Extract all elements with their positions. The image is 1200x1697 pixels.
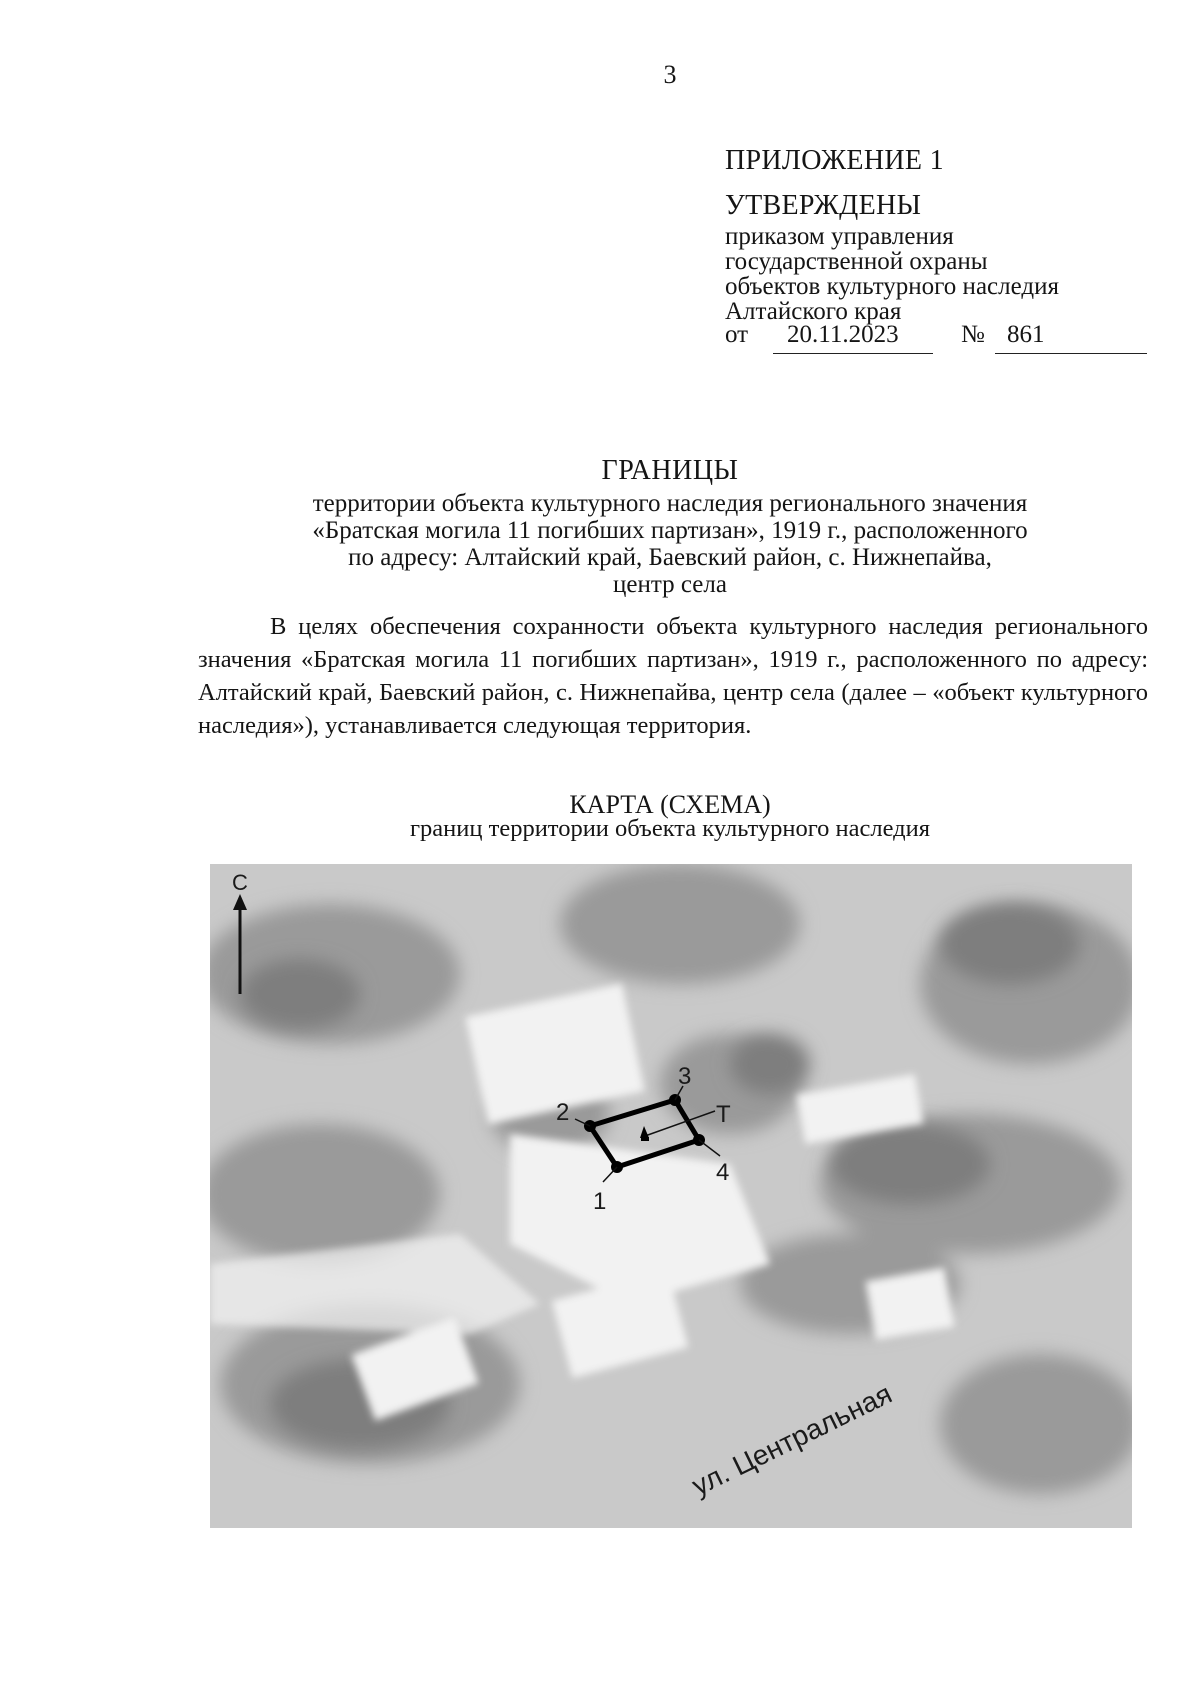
object-label: T (716, 1101, 731, 1128)
document-heading: ГРАНИЦЫ (601, 455, 739, 486)
map-subtitle: границ территории объекта культурного наследия (409, 815, 931, 842)
map-title: КАРТА (СХЕМА) (569, 790, 771, 819)
north-label: С (232, 870, 248, 895)
point-label-4: 4 (716, 1159, 730, 1186)
from-label: от (725, 321, 749, 348)
street-label: ул. Центральная (687, 1377, 897, 1502)
heading-line: по адресу: Алтайский край, Баевский район, с. Нижнепайва, (348, 544, 992, 571)
boundary-map (210, 864, 1132, 1528)
approved-heading: УТВЕРЖДЕНЫ (725, 190, 922, 221)
order-number-field (995, 318, 1147, 354)
heading-line: территории объекта культурного наследия регионального значения (312, 490, 1028, 517)
point-label-2: 2 (556, 1099, 570, 1126)
body-paragraph: В целях обеспечения сохранности объекта культурного наследия регионального значения «Братская могила 11 погибших партизан», 1919 г., расположенного по адресу: Алтайский край, Баевский район, с. Нижнепайва, центр села (далее – «объект культурного наследия»), устанавливается следующая территория. (198, 613, 1148, 739)
approval-line: объектов культурного наследия (725, 273, 1059, 300)
page-number: 3 (663, 60, 677, 89)
appendix-title: ПРИЛОЖЕНИЕ 1 (725, 145, 944, 176)
point-label-3: 3 (678, 1063, 692, 1090)
order-date-field (773, 318, 933, 354)
order-number: 861 (1007, 321, 1045, 348)
aerial-background (210, 864, 1132, 1528)
approval-line: Алтайского края (725, 298, 902, 325)
approval-line: государственной охраны (725, 248, 988, 275)
aerial-map-svg (210, 864, 1132, 1528)
order-reference (725, 318, 1155, 354)
order-date: 20.11.2023 (787, 321, 899, 348)
heading-line: «Братская могила 11 погибших партизан», 1919 г., расположенного (312, 517, 1028, 544)
heading-line: центр села (613, 571, 727, 598)
point-label-1: 1 (593, 1188, 607, 1215)
number-label: № (961, 321, 985, 348)
approval-line: приказом управления (725, 223, 954, 250)
